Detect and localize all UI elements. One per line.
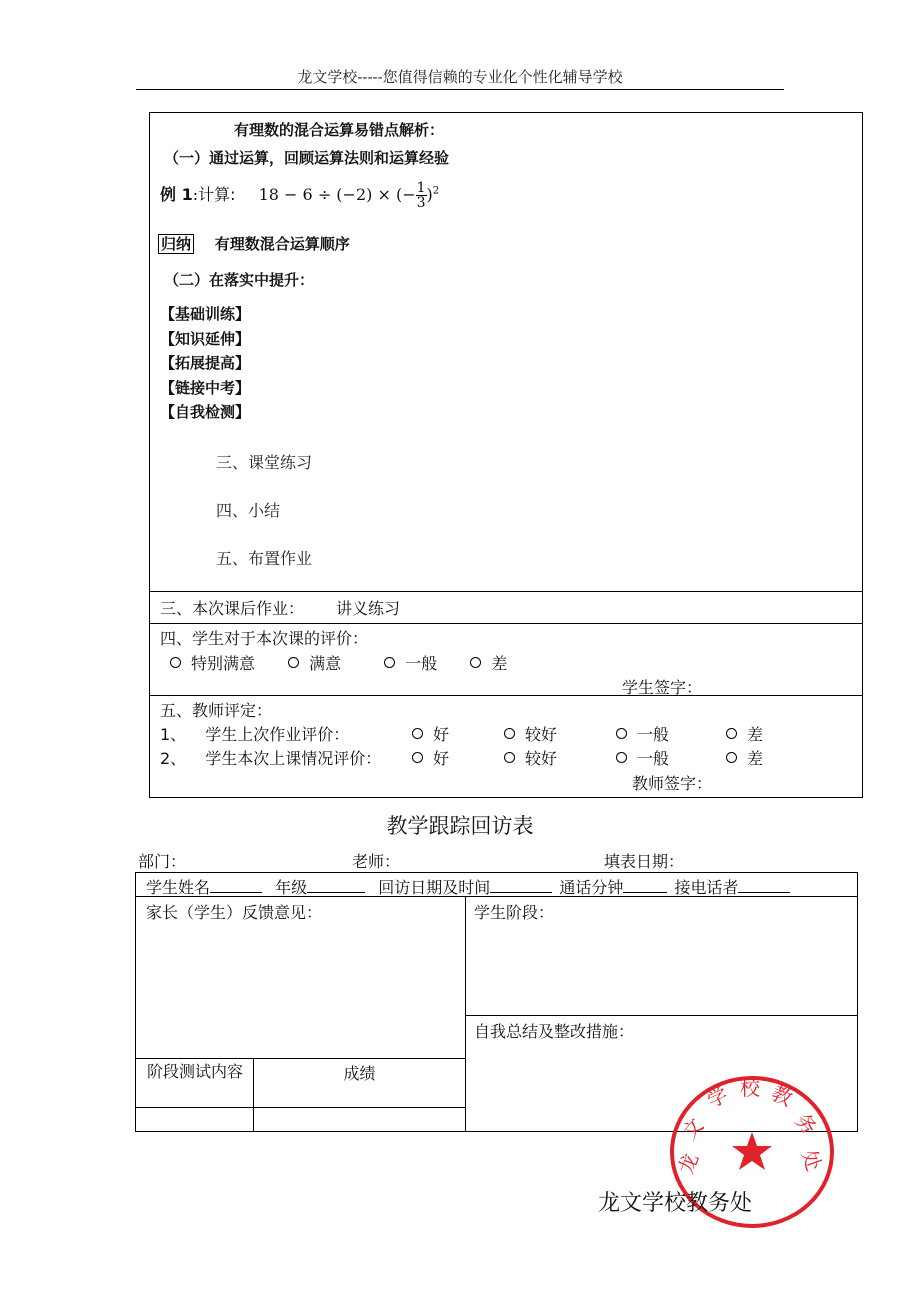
example-exponent: 2 (432, 185, 440, 197)
radio-icon (288, 657, 299, 668)
feedback-label: 家长（学生）反馈意见： (146, 903, 323, 922)
radio-icon (616, 752, 627, 763)
tracking-teacher: 老师： (352, 852, 401, 871)
teacher-eval-label: 五、教师评定： (160, 701, 273, 720)
row-divider (136, 896, 857, 897)
student-signature: 学生签字： (622, 678, 703, 697)
self-summary-label: 自我总结及整改措施： (474, 1022, 635, 1041)
eval1-fairly-good[interactable] (504, 722, 557, 745)
seal-char: 校 (740, 1076, 760, 1100)
field-grade: 年级 (275, 878, 308, 897)
test-content-label: 阶段测试内容 (146, 1062, 243, 1081)
fraction-numerator: 1 (416, 180, 426, 196)
field-visit-time: 回访日期及时间 (378, 878, 491, 897)
option-satisfied[interactable] (288, 654, 341, 673)
summary-text: 有理数混合运算顺序 (214, 235, 350, 253)
lesson-table (149, 112, 863, 798)
option-label: 一般 (637, 725, 670, 744)
field-student-name: 学生姓名 (146, 878, 211, 897)
field-call-receiver: 接电话者 (674, 878, 739, 897)
example-1 (160, 181, 439, 210)
tracking-date: 填表日期： (604, 852, 685, 871)
right-divider (465, 1015, 857, 1016)
row-number: 2、 (160, 749, 187, 768)
example-label: 例 1 (160, 185, 193, 204)
visit-time-input[interactable] (490, 878, 552, 893)
star-icon (732, 1132, 772, 1170)
option-label: 差 (491, 654, 508, 673)
example-close: ) (426, 185, 433, 204)
option-label: 差 (747, 725, 764, 744)
field-call-minutes: 通话分钟 (559, 878, 624, 897)
tracking-title: 教学跟踪回访表 (386, 814, 534, 838)
summary-tag: 归纳 (158, 234, 194, 254)
section-one: （一）通过运算，回顾运算法则和运算经验 (164, 149, 450, 167)
student-eval-row (150, 623, 862, 696)
eval2-good[interactable] (412, 746, 449, 769)
option-label: 特别满意 (191, 654, 256, 673)
seal-char: 学 (703, 1082, 732, 1113)
homework-row (150, 591, 862, 624)
grade-input[interactable] (307, 878, 365, 893)
example-prefix: 计算: (198, 185, 236, 204)
column-divider (465, 896, 466, 1132)
radio-icon (504, 752, 515, 763)
radio-icon (384, 657, 395, 668)
item-homework: 五、布置作业 (216, 549, 313, 568)
bracket-item-expand: 【拓展提高】 (160, 354, 251, 372)
example-expression: 18 − 6 ÷ (−2) × (− (258, 185, 416, 204)
option-label: 好 (433, 749, 450, 768)
footer-signature: 龙文学校教务处 (598, 1191, 753, 1216)
homework-value: 讲义练习 (336, 599, 401, 618)
row-number: 1、 (160, 725, 187, 744)
tracking-fields-row (146, 875, 790, 898)
bracket-item-extend: 【知识延伸】 (160, 329, 251, 348)
summary-row (158, 233, 350, 254)
radio-icon (504, 728, 515, 739)
bracket-item-selfcheck: 【自我检测】 (160, 403, 251, 421)
student-eval-options (170, 651, 507, 674)
lesson-title: 有理数的混合运算易错点解析： (234, 121, 445, 139)
option-label: 较好 (525, 749, 558, 768)
student-name-input[interactable] (210, 878, 262, 893)
score-label: 成绩 (343, 1064, 376, 1083)
fraction (416, 181, 427, 210)
eval1-good[interactable] (412, 722, 449, 745)
lesson-content (150, 113, 862, 591)
teacher-eval-row-2 (160, 746, 860, 769)
radio-icon (726, 728, 737, 739)
row-label: 学生上次作业评价： (205, 725, 350, 744)
teacher-eval-row-1 (160, 722, 860, 745)
eval2-poor[interactable] (726, 746, 763, 769)
eval1-poor[interactable] (726, 722, 763, 745)
test-divider-top (136, 1058, 465, 1059)
option-label: 满意 (309, 654, 342, 673)
homework-label: 三、本次课后作业： (160, 599, 305, 618)
bracket-item-exam: 【链接中考】 (160, 378, 251, 397)
item-practice: 三、课堂练习 (216, 453, 313, 472)
teacher-eval-row (150, 695, 862, 798)
radio-icon (470, 657, 481, 668)
student-eval-label: 四、学生对于本次课的评价： (160, 629, 369, 648)
option-label: 一般 (405, 654, 438, 673)
seal-char: 处 (796, 1147, 827, 1175)
eval1-average[interactable] (616, 722, 669, 745)
page-header: 龙文学校-----您值得信赖的专业化个性化辅导学校 (297, 68, 623, 86)
eval2-average[interactable] (616, 746, 669, 769)
row-label: 学生本次上课情况评价： (205, 749, 382, 768)
stage-label: 学生阶段： (474, 903, 555, 922)
option-very-satisfied[interactable] (170, 654, 255, 673)
call-receiver-input[interactable] (738, 878, 790, 893)
radio-icon (726, 752, 737, 763)
radio-icon (170, 657, 181, 668)
option-label: 较好 (525, 725, 558, 744)
tracking-dept: 部门： (138, 852, 187, 871)
fraction-denominator: 3 (416, 195, 426, 211)
seal-char: 务 (790, 1108, 822, 1140)
teacher-signature: 教师签字： (632, 774, 713, 793)
bracket-item-basic: 【基础训练】 (160, 305, 251, 323)
section-two: （二）在落实中提升： (164, 271, 315, 289)
radio-icon (412, 728, 423, 739)
eval2-fairly-good[interactable] (504, 746, 557, 769)
seal-char: 龙 (673, 1150, 704, 1178)
seal-char: 文 (676, 1113, 709, 1145)
bracket-list (160, 302, 250, 425)
example-colon: : (192, 185, 199, 204)
option-label: 一般 (637, 749, 670, 768)
item-summary: 四、小结 (216, 501, 281, 520)
test-divider-mid (136, 1107, 465, 1108)
option-label: 差 (747, 749, 764, 768)
call-minutes-input[interactable] (623, 878, 667, 893)
header-divider (136, 89, 784, 90)
seal-char: 教 (767, 1080, 797, 1111)
option-average[interactable] (384, 654, 437, 673)
radio-icon (616, 728, 627, 739)
option-poor[interactable] (470, 654, 507, 673)
radio-icon (412, 752, 423, 763)
option-label: 好 (433, 725, 450, 744)
